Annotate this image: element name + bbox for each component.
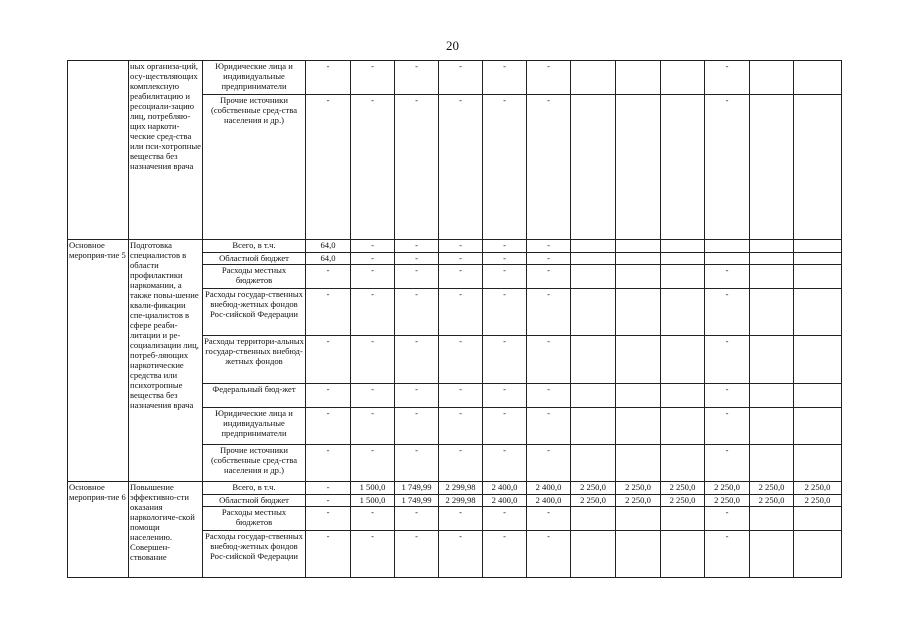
value-cell: - xyxy=(395,336,439,384)
value-cell xyxy=(794,507,842,531)
value-cell xyxy=(571,531,616,578)
event-cell: Основное мероприя-тие 5 xyxy=(68,240,129,482)
value-cell xyxy=(750,445,794,482)
funding-source-cell: Юридические лица и индивидуальные предприниматели xyxy=(203,61,306,95)
value-cell: 2 250,0 xyxy=(571,495,616,507)
value-cell xyxy=(661,445,705,482)
value-cell xyxy=(661,531,705,578)
value-cell: 2 250,0 xyxy=(616,482,661,495)
value-cell xyxy=(750,240,794,253)
value-cell xyxy=(661,61,705,95)
value-cell: - xyxy=(306,61,351,95)
value-cell: 2 299,98 xyxy=(439,495,483,507)
value-cell: - xyxy=(306,95,351,240)
value-cell xyxy=(571,253,616,265)
value-cell: - xyxy=(395,61,439,95)
value-cell: - xyxy=(306,384,351,408)
value-cell: - xyxy=(483,408,527,445)
value-cell xyxy=(794,531,842,578)
budget-table xyxy=(67,60,842,578)
value-cell: - xyxy=(527,384,571,408)
value-cell: 64,0 xyxy=(306,253,351,265)
value-cell xyxy=(616,445,661,482)
value-cell: - xyxy=(527,445,571,482)
value-cell: - xyxy=(705,507,750,531)
value-cell: - xyxy=(306,445,351,482)
value-cell xyxy=(794,384,842,408)
value-cell xyxy=(616,531,661,578)
value-cell xyxy=(616,265,661,289)
funding-source-cell: Расходы государ-ственных внебюд-жетных фондов Рос-сийской Федерации xyxy=(203,531,306,578)
value-cell: 2 400,0 xyxy=(527,495,571,507)
value-cell xyxy=(794,253,842,265)
funding-source-cell: Расходы государ-ственных внебюд-жетных фондов Рос-сийской Федерации xyxy=(203,289,306,336)
event-cell: Основное мероприя-тие 6 xyxy=(68,482,129,578)
value-cell: - xyxy=(527,61,571,95)
funding-source-cell: Прочие источники (собственные сред-ства населения и др.) xyxy=(203,95,306,240)
value-cell xyxy=(794,408,842,445)
value-cell: - xyxy=(527,531,571,578)
value-cell: - xyxy=(351,253,395,265)
value-cell: - xyxy=(395,408,439,445)
value-cell: - xyxy=(483,289,527,336)
value-cell: - xyxy=(306,289,351,336)
value-cell: - xyxy=(306,336,351,384)
value-cell: - xyxy=(351,531,395,578)
value-cell: - xyxy=(705,336,750,384)
table-row xyxy=(68,240,842,253)
value-cell: - xyxy=(527,408,571,445)
value-cell xyxy=(616,384,661,408)
value-cell: 2 250,0 xyxy=(750,495,794,507)
value-cell: 1 749,99 xyxy=(395,495,439,507)
value-cell xyxy=(616,507,661,531)
value-cell: 2 250,0 xyxy=(705,482,750,495)
value-cell xyxy=(794,61,842,95)
value-cell: - xyxy=(351,384,395,408)
funding-source-cell: Расходы местных бюджетов xyxy=(203,265,306,289)
value-cell: - xyxy=(351,240,395,253)
value-cell: 2 250,0 xyxy=(794,482,842,495)
funding-source-cell: Областной бюджет xyxy=(203,495,306,507)
value-cell xyxy=(750,336,794,384)
value-cell: 2 250,0 xyxy=(661,495,705,507)
value-cell: - xyxy=(705,95,750,240)
value-cell xyxy=(571,61,616,95)
value-cell: - xyxy=(527,95,571,240)
value-cell xyxy=(661,507,705,531)
value-cell xyxy=(750,265,794,289)
value-cell: - xyxy=(395,253,439,265)
value-cell xyxy=(661,384,705,408)
value-cell: - xyxy=(395,531,439,578)
funding-source-cell: Расходы местных бюджетов xyxy=(203,507,306,531)
value-cell: 2 250,0 xyxy=(750,482,794,495)
value-cell xyxy=(616,61,661,95)
value-cell: - xyxy=(439,240,483,253)
value-cell xyxy=(661,253,705,265)
value-cell: - xyxy=(439,445,483,482)
value-cell xyxy=(794,445,842,482)
value-cell xyxy=(705,240,750,253)
value-cell: - xyxy=(527,336,571,384)
value-cell: - xyxy=(483,531,527,578)
value-cell: - xyxy=(705,531,750,578)
value-cell: 2 400,0 xyxy=(483,482,527,495)
value-cell xyxy=(571,240,616,253)
table-row xyxy=(68,482,842,495)
value-cell: - xyxy=(439,289,483,336)
value-cell: - xyxy=(306,265,351,289)
value-cell xyxy=(794,265,842,289)
value-cell xyxy=(794,240,842,253)
event-name-cell: ных организа-ций, осу-ществляющих комплексную реабилитацию и ресоциали-зацию лиц, потребляю-щих наркоти-ческие сред-ства или пси-хотропные вещества без назначения врача xyxy=(129,61,203,240)
page-number: 20 xyxy=(446,38,459,53)
value-cell: 2 250,0 xyxy=(794,495,842,507)
value-cell: - xyxy=(439,95,483,240)
value-cell xyxy=(794,289,842,336)
value-cell xyxy=(794,336,842,384)
value-cell: - xyxy=(527,507,571,531)
value-cell xyxy=(750,507,794,531)
value-cell xyxy=(661,265,705,289)
value-cell xyxy=(616,408,661,445)
value-cell: - xyxy=(483,336,527,384)
value-cell xyxy=(661,95,705,240)
value-cell xyxy=(616,240,661,253)
value-cell xyxy=(794,95,842,240)
value-cell: - xyxy=(527,289,571,336)
value-cell: - xyxy=(483,61,527,95)
value-cell: - xyxy=(395,507,439,531)
value-cell: 1 749,99 xyxy=(395,482,439,495)
value-cell: 2 400,0 xyxy=(483,495,527,507)
value-cell: - xyxy=(351,95,395,240)
value-cell xyxy=(616,336,661,384)
value-cell: - xyxy=(395,265,439,289)
value-cell xyxy=(705,253,750,265)
value-cell: - xyxy=(527,265,571,289)
value-cell: - xyxy=(705,289,750,336)
value-cell xyxy=(571,445,616,482)
value-cell: - xyxy=(351,289,395,336)
value-cell: - xyxy=(395,95,439,240)
value-cell xyxy=(571,289,616,336)
value-cell: - xyxy=(705,61,750,95)
value-cell: - xyxy=(351,445,395,482)
value-cell: - xyxy=(483,240,527,253)
value-cell xyxy=(750,289,794,336)
value-cell xyxy=(571,95,616,240)
value-cell: - xyxy=(306,507,351,531)
funding-source-cell: Всего, в т.ч. xyxy=(203,240,306,253)
value-cell: - xyxy=(705,408,750,445)
value-cell: - xyxy=(306,482,351,495)
value-cell: - xyxy=(439,408,483,445)
value-cell xyxy=(571,265,616,289)
value-cell: - xyxy=(483,384,527,408)
value-cell xyxy=(571,384,616,408)
value-cell xyxy=(750,61,794,95)
value-cell xyxy=(616,289,661,336)
value-cell xyxy=(571,336,616,384)
value-cell xyxy=(661,240,705,253)
value-cell xyxy=(571,408,616,445)
value-cell xyxy=(661,289,705,336)
funding-source-cell: Расходы территори-альных государ-ственных внебюд-жетных фондов xyxy=(203,336,306,384)
value-cell xyxy=(616,95,661,240)
value-cell: 2 250,0 xyxy=(616,495,661,507)
value-cell: 2 299,98 xyxy=(439,482,483,495)
value-cell: - xyxy=(351,408,395,445)
value-cell xyxy=(661,408,705,445)
value-cell xyxy=(750,253,794,265)
value-cell xyxy=(750,384,794,408)
value-cell: - xyxy=(439,253,483,265)
table-row xyxy=(68,61,842,95)
value-cell: 2 250,0 xyxy=(571,482,616,495)
value-cell xyxy=(750,95,794,240)
value-cell: - xyxy=(705,445,750,482)
value-cell: 2 250,0 xyxy=(705,495,750,507)
event-name-cell: Повышение эффективно-сти оказания наркологиче-ской помощи населению. Совершен-ствование xyxy=(129,482,203,578)
value-cell: 1 500,0 xyxy=(351,495,395,507)
value-cell xyxy=(750,531,794,578)
value-cell: - xyxy=(395,445,439,482)
value-cell: - xyxy=(395,240,439,253)
value-cell xyxy=(571,507,616,531)
value-cell: - xyxy=(351,61,395,95)
value-cell: - xyxy=(483,265,527,289)
value-cell: - xyxy=(306,495,351,507)
funding-source-cell: Прочие источники (собственные сред-ства населения и др.) xyxy=(203,445,306,482)
value-cell: - xyxy=(439,336,483,384)
funding-source-cell: Всего, в т.ч. xyxy=(203,482,306,495)
value-cell: - xyxy=(395,289,439,336)
value-cell xyxy=(616,253,661,265)
value-cell: - xyxy=(483,95,527,240)
funding-source-cell: Федеральный бюд-жет xyxy=(203,384,306,408)
value-cell: - xyxy=(351,336,395,384)
value-cell: - xyxy=(705,384,750,408)
value-cell: - xyxy=(395,384,439,408)
value-cell: - xyxy=(439,384,483,408)
value-cell: - xyxy=(483,253,527,265)
value-cell: - xyxy=(351,507,395,531)
value-cell: - xyxy=(527,240,571,253)
value-cell: - xyxy=(306,408,351,445)
value-cell: - xyxy=(439,507,483,531)
value-cell: - xyxy=(439,265,483,289)
value-cell: 2 400,0 xyxy=(527,482,571,495)
value-cell: 2 250,0 xyxy=(661,482,705,495)
value-cell: - xyxy=(351,265,395,289)
event-cell xyxy=(68,61,129,240)
value-cell: - xyxy=(483,445,527,482)
value-cell xyxy=(750,408,794,445)
value-cell: - xyxy=(705,265,750,289)
value-cell: - xyxy=(483,507,527,531)
value-cell xyxy=(661,336,705,384)
value-cell: - xyxy=(306,531,351,578)
funding-source-cell: Юридические лица и индивидуальные предприниматели xyxy=(203,408,306,445)
value-cell: - xyxy=(527,253,571,265)
value-cell: 1 500,0 xyxy=(351,482,395,495)
value-cell: 64,0 xyxy=(306,240,351,253)
value-cell: - xyxy=(439,61,483,95)
value-cell: - xyxy=(439,531,483,578)
event-name-cell: Подготовка специалистов в области профилактики наркомании, а также повы-шение квали-фикации спе-циалистов в сфере реаби-литации и ре-социализации лиц, потреб-ляющих наркотические средства или психотропные вещества без назначения врача xyxy=(129,240,203,482)
funding-source-cell: Областной бюджет xyxy=(203,253,306,265)
